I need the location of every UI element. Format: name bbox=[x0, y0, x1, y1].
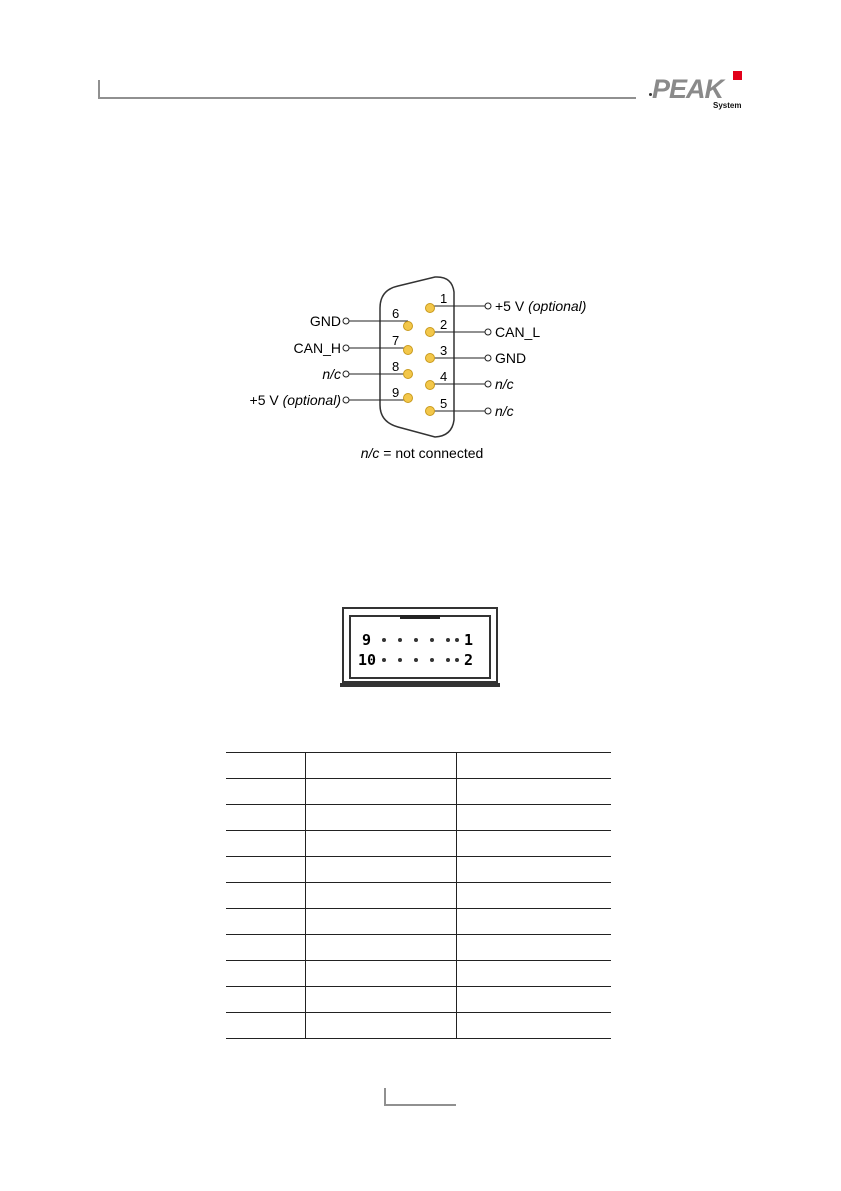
table-row bbox=[226, 961, 611, 987]
pin-2 bbox=[426, 328, 435, 337]
pin-9 bbox=[404, 394, 413, 403]
dsub-connector-diagram bbox=[230, 270, 620, 470]
logo-red-square bbox=[733, 71, 742, 80]
table-row bbox=[226, 909, 611, 935]
table-cell bbox=[226, 857, 306, 883]
label-pin-7: CAN_H bbox=[293, 340, 341, 356]
table-cell bbox=[457, 1013, 612, 1039]
footer-rule bbox=[384, 1104, 456, 1106]
idc-connector-diagram bbox=[340, 605, 502, 689]
table-row bbox=[226, 831, 611, 857]
pin-5 bbox=[426, 407, 435, 416]
pin-number-5: 5 bbox=[440, 396, 448, 411]
footer-rule-tick bbox=[384, 1088, 386, 1105]
header-rule-tick bbox=[98, 80, 100, 98]
table-cell bbox=[226, 831, 306, 857]
label-pin-5: n/c bbox=[495, 403, 514, 419]
pin-3 bbox=[426, 354, 435, 363]
table-cell bbox=[457, 883, 612, 909]
label-pin-4: n/c bbox=[495, 376, 514, 392]
table-cell bbox=[457, 779, 612, 805]
table-cell bbox=[306, 805, 457, 831]
table-cell bbox=[226, 883, 306, 909]
pin-number-4: 4 bbox=[440, 369, 448, 384]
table-cell bbox=[226, 961, 306, 987]
label-pin-2: CAN_L bbox=[495, 324, 541, 340]
table-cell bbox=[226, 935, 306, 961]
pin-8 bbox=[404, 370, 413, 379]
legend-not-connected bbox=[361, 445, 484, 461]
idc-label-1: 1 bbox=[464, 631, 474, 649]
table-cell bbox=[457, 753, 612, 779]
label-pin-1-main: +5 V bbox=[495, 298, 529, 314]
pin-number-9: 9 bbox=[392, 385, 400, 400]
idc-label-2: 2 bbox=[464, 651, 474, 669]
pin-number-7: 7 bbox=[392, 333, 400, 348]
header-rule bbox=[98, 97, 636, 99]
label-pin-6: GND bbox=[309, 313, 341, 329]
pin-number-3: 3 bbox=[440, 343, 448, 358]
idc-label-9: 9 bbox=[362, 631, 372, 649]
table-row bbox=[226, 1013, 611, 1039]
table-cell bbox=[226, 753, 306, 779]
table-cell bbox=[457, 857, 612, 883]
table-cell bbox=[306, 831, 457, 857]
label-pin-1 bbox=[495, 298, 586, 314]
table-cell bbox=[306, 935, 457, 961]
table-cell bbox=[457, 909, 612, 935]
table-row bbox=[226, 883, 611, 909]
table-row bbox=[226, 753, 611, 779]
label-pin-9 bbox=[250, 392, 341, 408]
legend-rest: = not connected bbox=[379, 445, 484, 461]
table-cell bbox=[306, 987, 457, 1013]
pin-4 bbox=[426, 381, 435, 390]
pin-1 bbox=[426, 304, 435, 313]
table-cell bbox=[226, 805, 306, 831]
table-cell bbox=[457, 805, 612, 831]
table-cell bbox=[306, 857, 457, 883]
table-cell bbox=[457, 935, 612, 961]
table-row bbox=[226, 779, 611, 805]
idc-label-10: 10 bbox=[358, 651, 377, 669]
label-pin-9-main: +5 V bbox=[249, 392, 283, 408]
table-cell bbox=[457, 987, 612, 1013]
table-cell bbox=[457, 961, 612, 987]
pin-number-2: 2 bbox=[440, 317, 448, 332]
pin-number-6: 6 bbox=[392, 306, 400, 321]
table-cell bbox=[226, 987, 306, 1013]
table-cell bbox=[306, 753, 457, 779]
legend-term: n/c bbox=[360, 445, 380, 461]
table-row bbox=[226, 987, 611, 1013]
pin-7 bbox=[404, 346, 413, 355]
idc-key-notch bbox=[400, 615, 440, 619]
table-row bbox=[226, 805, 611, 831]
table-cell bbox=[226, 779, 306, 805]
table-row bbox=[226, 857, 611, 883]
pin-6 bbox=[404, 322, 413, 331]
label-pin-9-opt: (optional) bbox=[282, 392, 341, 408]
table-cell bbox=[306, 779, 457, 805]
peak-system-logo bbox=[646, 70, 756, 112]
pin-number-1: 1 bbox=[440, 291, 448, 306]
table-cell bbox=[306, 961, 457, 987]
table-cell bbox=[306, 1013, 457, 1039]
table-cell bbox=[457, 831, 612, 857]
logo-text: PEAK bbox=[652, 74, 724, 104]
label-pin-3: GND bbox=[495, 350, 527, 366]
pin-number-8: 8 bbox=[392, 359, 400, 374]
table-cell bbox=[306, 883, 457, 909]
label-pin-8: n/c bbox=[322, 366, 341, 382]
table-cell bbox=[306, 909, 457, 935]
table-cell bbox=[226, 1013, 306, 1039]
pin-assignment-table bbox=[226, 752, 611, 1039]
table-cell bbox=[226, 909, 306, 935]
table-row bbox=[226, 935, 611, 961]
label-pin-1-opt: (optional) bbox=[528, 298, 587, 314]
logo-subtext: System bbox=[713, 101, 742, 110]
